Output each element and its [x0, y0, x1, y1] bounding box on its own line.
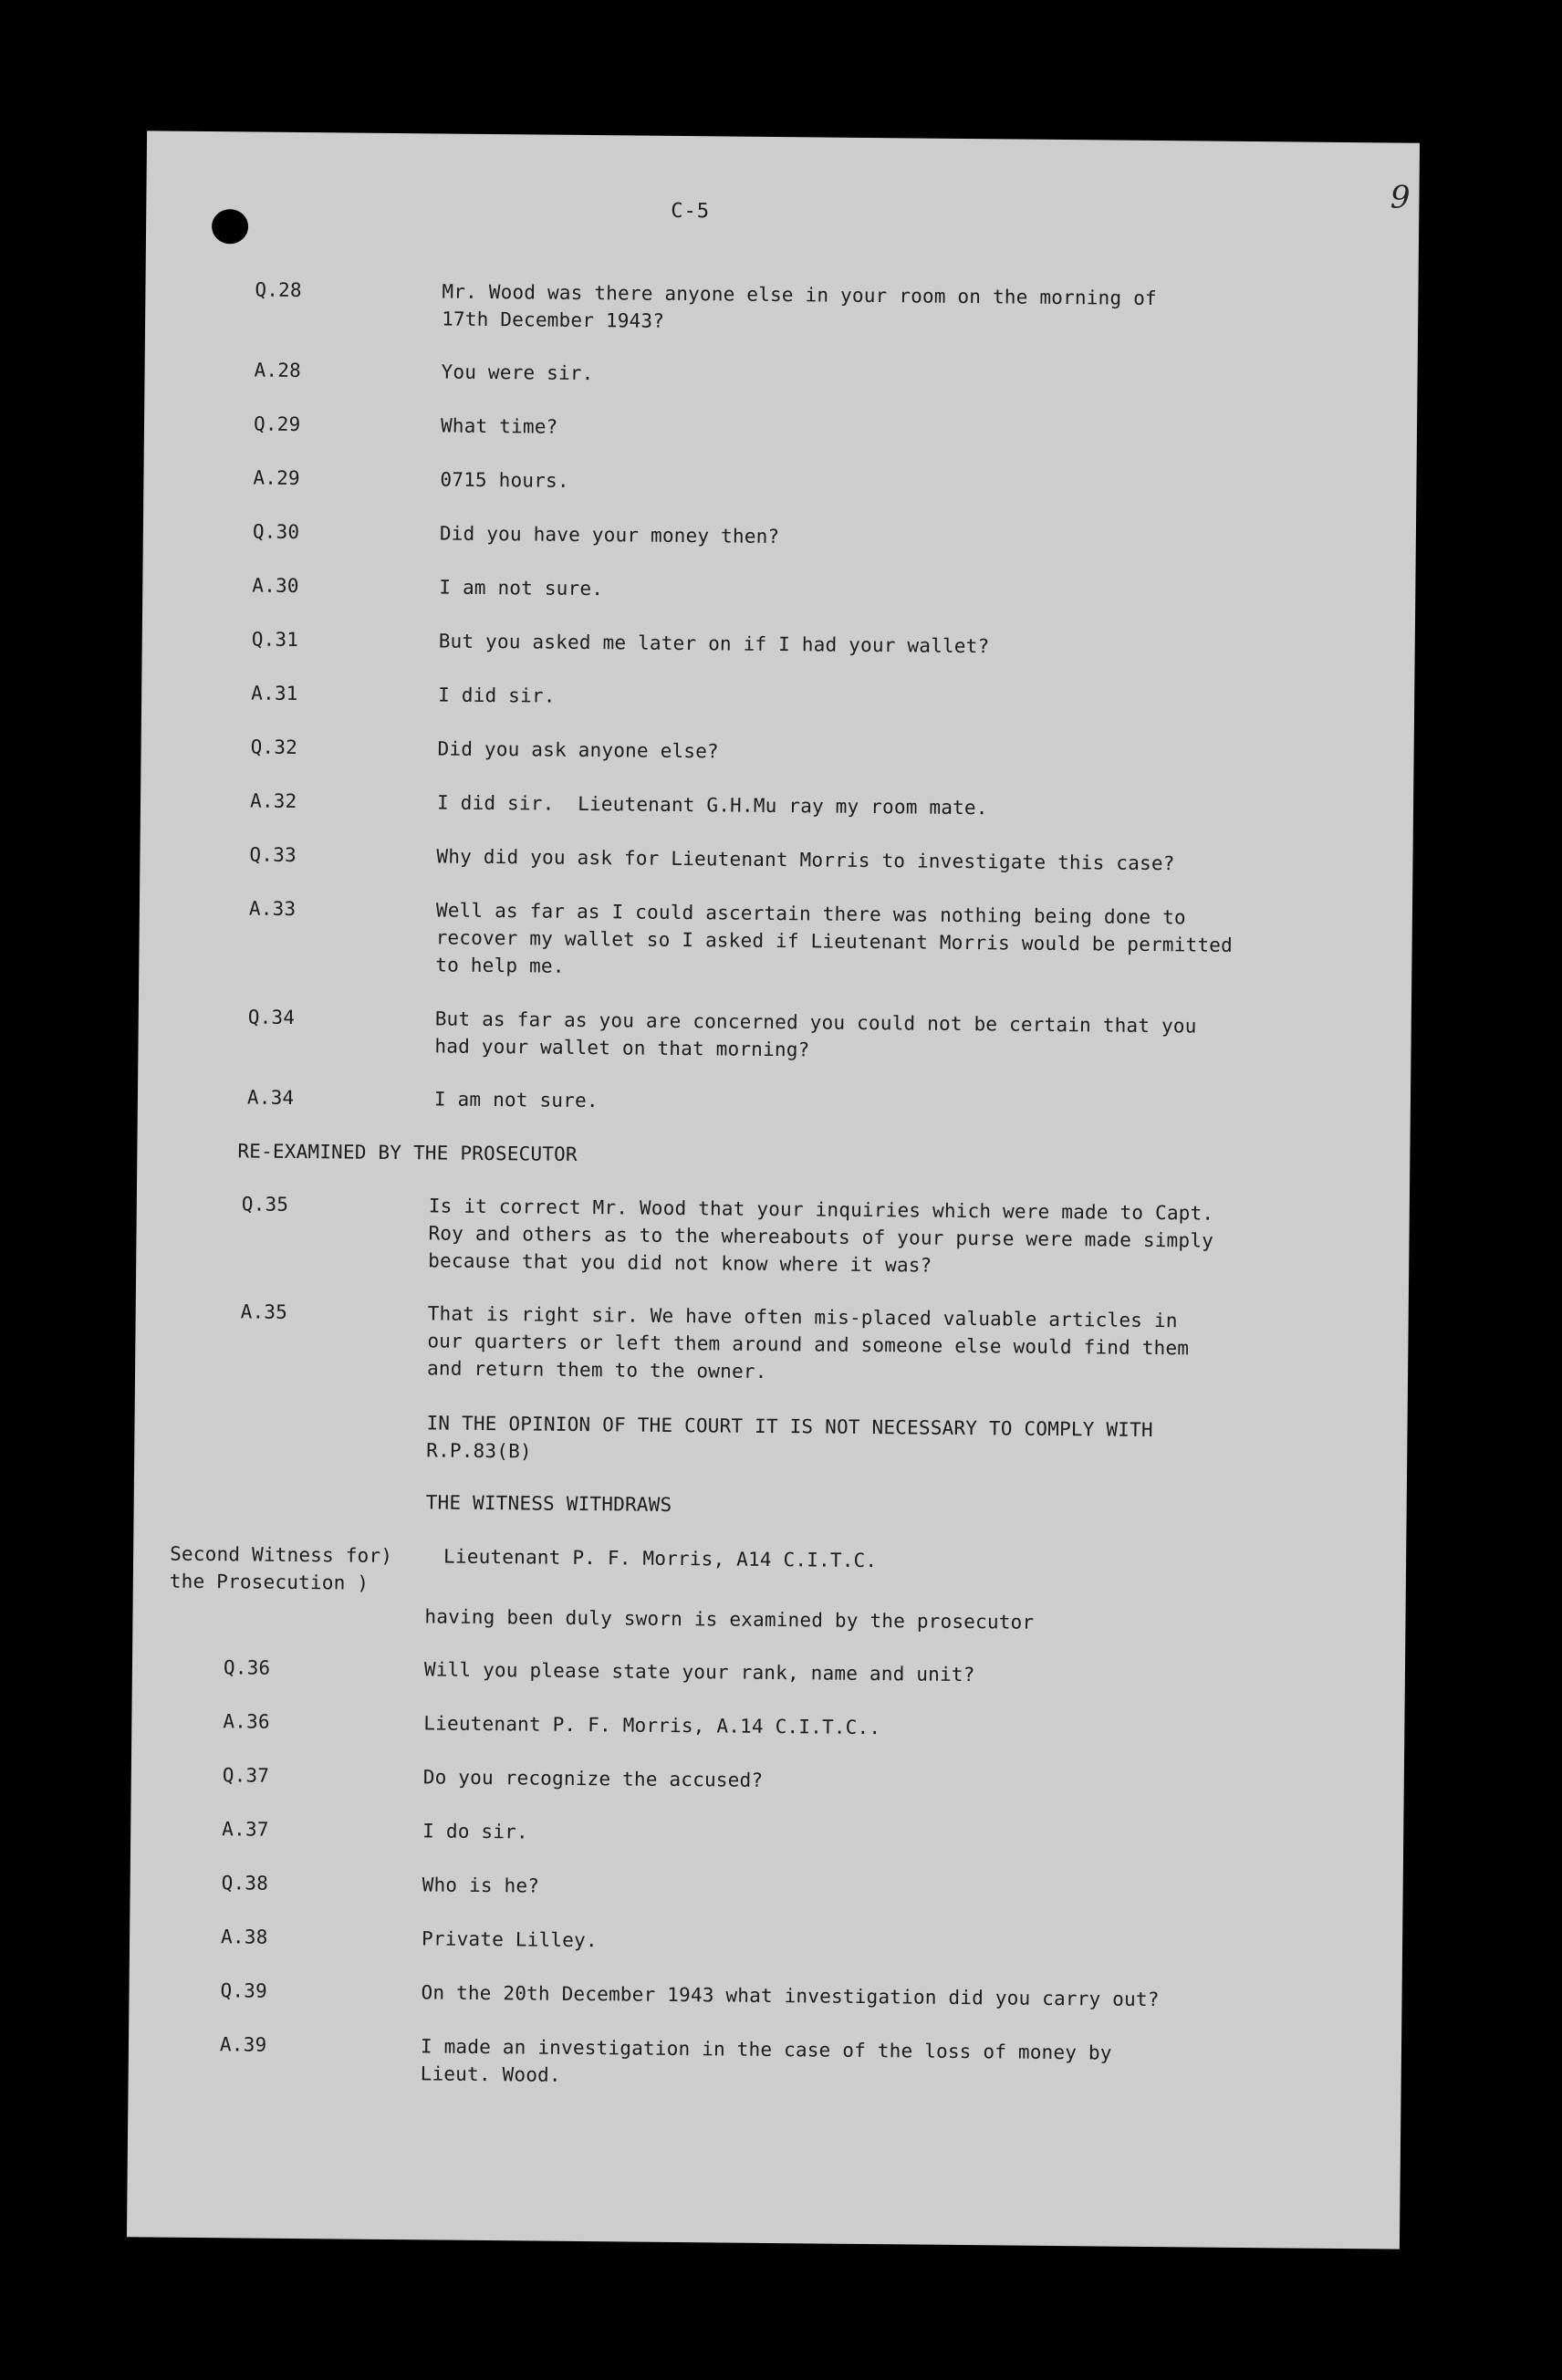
- entry-text: I did sir.: [438, 684, 556, 707]
- punch-hole-icon: [212, 209, 248, 244]
- entry-label: A.39: [219, 2033, 267, 2056]
- second-witness-label: Second Witness for) the Prosecution ): [169, 1542, 393, 1594]
- entry-text: What time?: [440, 414, 558, 438]
- entry-text: You were sir.: [441, 360, 594, 385]
- entry-text: Do you recognize the accused?: [422, 1766, 764, 1791]
- entry-text: Mr. Wood was there anyone else in your room on the morning of 17th December 1943?: [442, 280, 1157, 332]
- entry-label: A.35: [240, 1300, 288, 1323]
- entry-label: Q.35: [241, 1193, 289, 1216]
- entry-label: A.28: [254, 359, 302, 381]
- page-number: C-5: [671, 199, 711, 224]
- entry-label: A.29: [253, 466, 300, 489]
- entry-label: Q.33: [249, 843, 297, 866]
- entry-label: Q.39: [220, 1979, 268, 2002]
- entry-label: Q.36: [223, 1656, 271, 1679]
- entry-label: Q.37: [222, 1764, 270, 1787]
- entry-text: Lieutenant P. F. Morris, A.14 C.I.T.C..: [423, 1712, 881, 1739]
- entry-label: A.31: [251, 682, 298, 705]
- entry-text: But you asked me later on if I had your wallet?: [438, 630, 990, 658]
- entry-text: I made an investigation in the case of the loss of money by Lieut. Wood.: [420, 2035, 1112, 2086]
- court-opinion: IN THE OPINION OF THE COURT IT IS NOT NECESSARY TO COMPLY WITH R.P.83(B): [426, 1412, 1153, 1463]
- entry-text: Did you ask anyone else?: [437, 737, 719, 763]
- witness-withdraws: THE WITNESS WITHDRAWS: [425, 1491, 672, 1516]
- entry-text: On the 20th December 1943 what investigation did you carry out?: [421, 1981, 1160, 2011]
- entry-label: Q.34: [247, 1006, 296, 1028]
- entry-text: Did you have your money then?: [439, 522, 780, 548]
- entry-text: I did sir. Lieutenant G.H.Mu ray my room mate.: [436, 791, 988, 819]
- entry-label: A.32: [249, 789, 297, 812]
- entry-label: Q.29: [253, 412, 301, 435]
- entry-text: Well as far as I could ascertain there was nothing being done to recover my wallet so I asked if Lieutenant Morris would be permitted to help me.: [435, 899, 1234, 977]
- entry-text: I do sir.: [422, 1820, 528, 1843]
- entry-text: Why did you ask for Lieutenant Morris to investigate this case?: [436, 845, 1175, 875]
- sworn-statement: having been duly sworn is examined by the prosecutor: [424, 1605, 1035, 1634]
- entry-label: Q.32: [250, 736, 298, 758]
- handwritten-page-mark: 9: [1390, 179, 1411, 216]
- entry-text: Private Lilley.: [421, 1927, 598, 1952]
- reexam-heading: RE-EXAMINED BY THE PROSECUTOR: [237, 1140, 578, 1165]
- entry-text: Will you please state your rank, name and unit?: [423, 1658, 975, 1686]
- entry-label: Q.30: [252, 520, 300, 543]
- entry-label: Q.38: [221, 1872, 269, 1895]
- entry-label: Q.28: [255, 278, 302, 301]
- entry-text: I am not sure.: [439, 576, 604, 600]
- entry-text: But as far as you are concerned you could not be certain that you had your wallet on that morning?: [434, 1007, 1197, 1061]
- entry-text: That is right sir. We have often mis-placed valuable articles in our quarters or left them around and someone else would find them and return them to the owner.: [426, 1302, 1190, 1383]
- entry-label: A.36: [223, 1710, 270, 1733]
- entry-text: Is it correct Mr. Wood that your inquiries which were made to Capt. Roy and others as to the whereabouts of your purse were made simply because that you did not know where it was?: [428, 1195, 1214, 1277]
- second-witness-name: Lieutenant P. F. Morris, A14 C.I.T.C.: [443, 1545, 878, 1572]
- entry-label: A.38: [221, 1926, 268, 1948]
- entry-label: Q.31: [251, 628, 299, 651]
- entry-text: 0715 hours.: [440, 468, 569, 492]
- entry-text: Who is he?: [422, 1874, 540, 1897]
- entry-label: A.34: [246, 1086, 295, 1109]
- entry-label: A.33: [248, 897, 297, 920]
- entry-label: A.37: [222, 1818, 269, 1841]
- entry-text: I am not sure.: [433, 1088, 599, 1112]
- entry-label: A.30: [252, 574, 299, 597]
- document-page: [127, 130, 1420, 2249]
